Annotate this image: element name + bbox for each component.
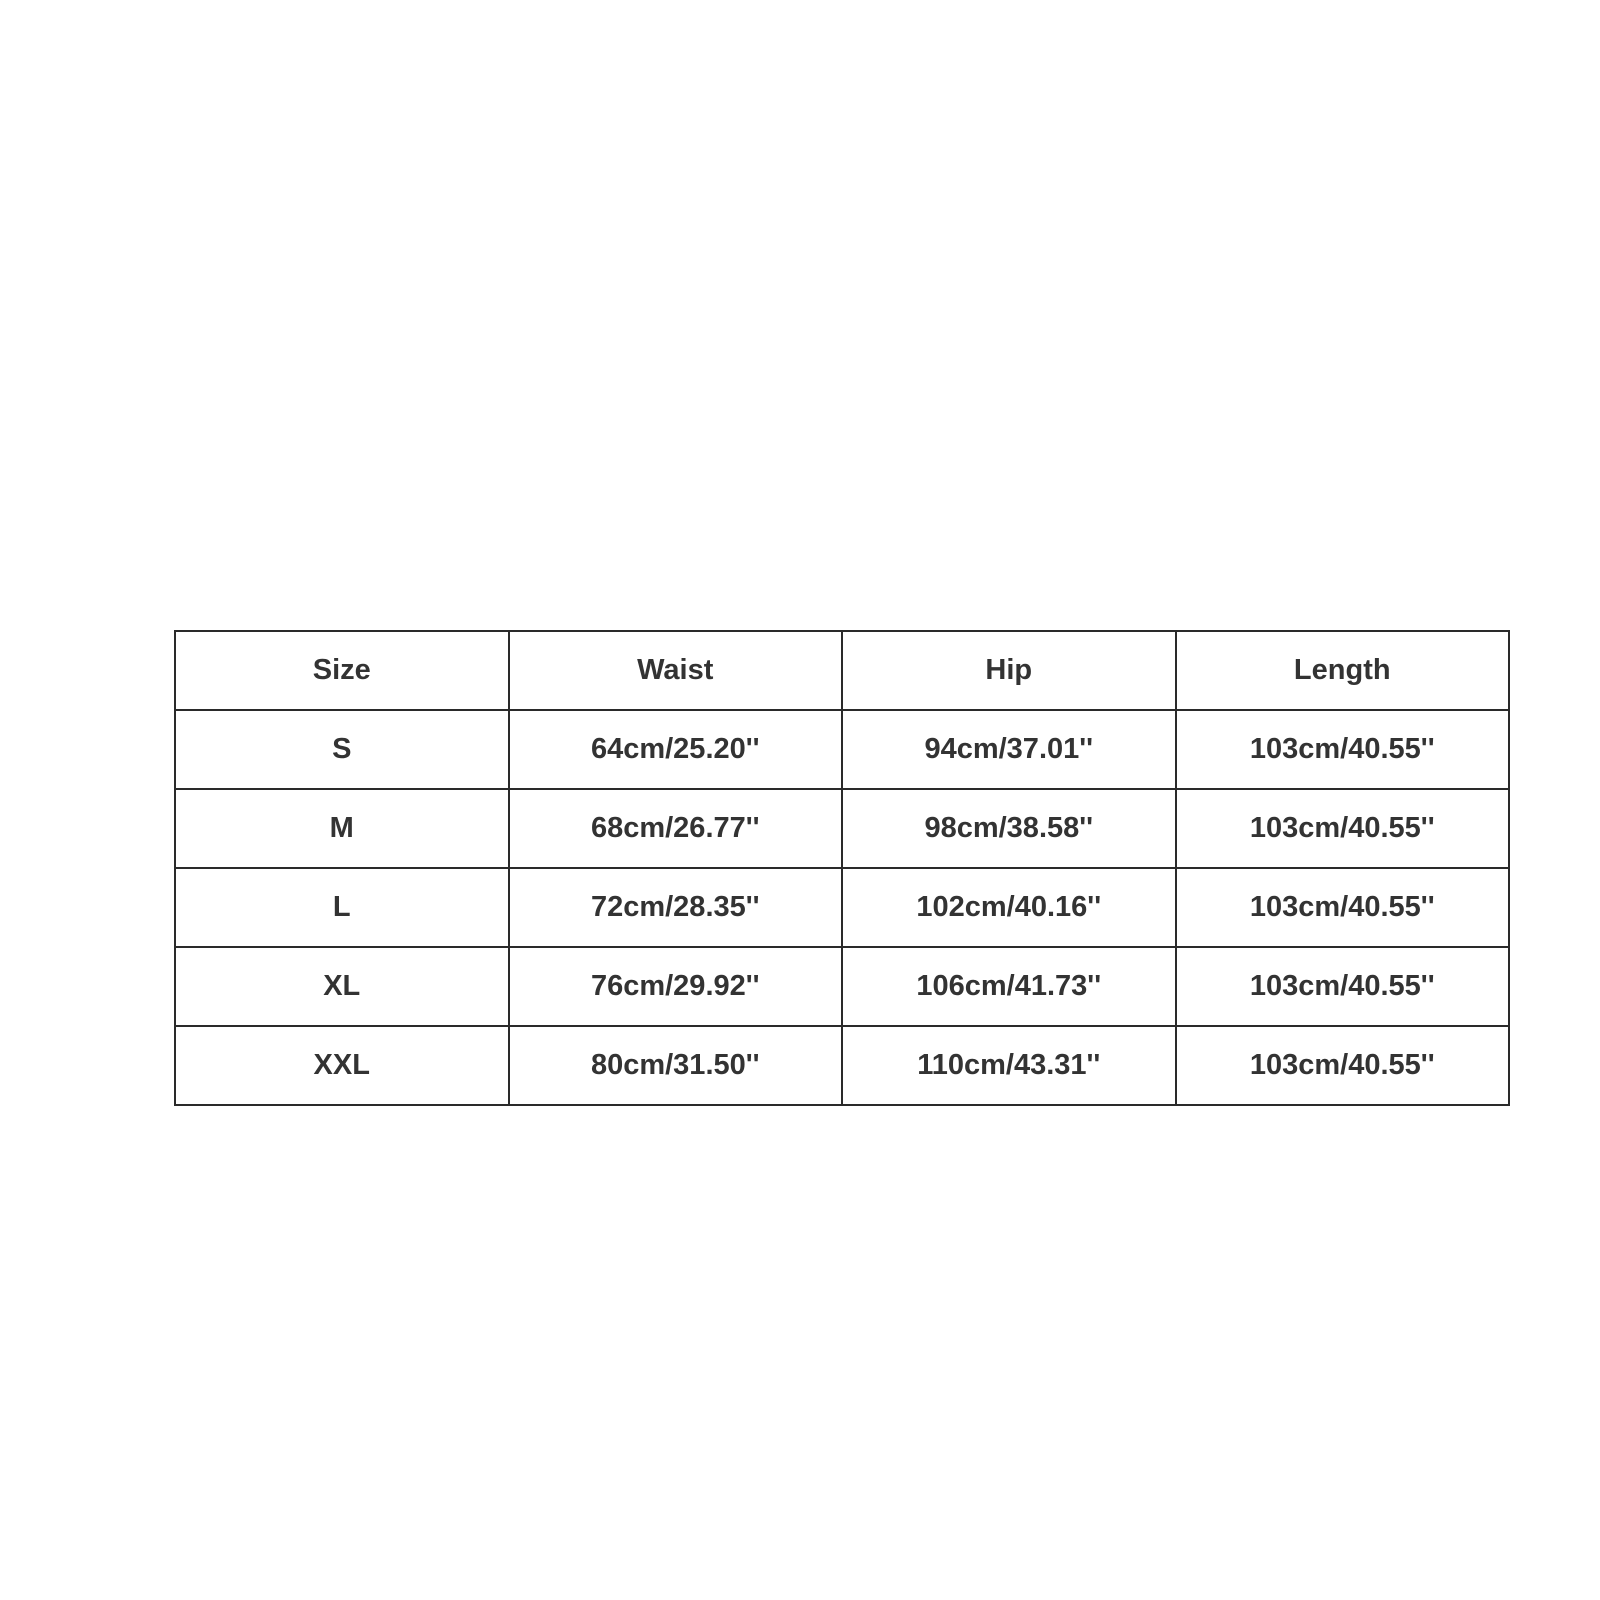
table-header-row: [175, 631, 1509, 710]
waist-cell: 76cm/29.92'': [509, 947, 843, 1026]
size-cell: S: [175, 710, 509, 789]
length-cell: 103cm/40.55'': [1176, 947, 1510, 1026]
size-chart-table: [174, 630, 1510, 1106]
table-row: [175, 947, 1509, 1026]
size-cell: L: [175, 868, 509, 947]
table-row: [175, 789, 1509, 868]
size-cell: XL: [175, 947, 509, 1026]
table-row: [175, 710, 1509, 789]
hip-cell: 98cm/38.58'': [842, 789, 1176, 868]
length-cell: 103cm/40.55'': [1176, 1026, 1510, 1105]
hip-cell: 106cm/41.73'': [842, 947, 1176, 1026]
table-row: [175, 1026, 1509, 1105]
waist-cell: 72cm/28.35'': [509, 868, 843, 947]
size-cell: XXL: [175, 1026, 509, 1105]
waist-cell: 64cm/25.20'': [509, 710, 843, 789]
size-cell: M: [175, 789, 509, 868]
hip-cell: 102cm/40.16'': [842, 868, 1176, 947]
header-hip: Hip: [842, 631, 1176, 710]
header-waist: Waist: [509, 631, 843, 710]
length-cell: 103cm/40.55'': [1176, 868, 1510, 947]
waist-cell: 68cm/26.77'': [509, 789, 843, 868]
hip-cell: 110cm/43.31'': [842, 1026, 1176, 1105]
waist-cell: 80cm/31.50'': [509, 1026, 843, 1105]
length-cell: 103cm/40.55'': [1176, 710, 1510, 789]
length-cell: 103cm/40.55'': [1176, 789, 1510, 868]
table-row: [175, 868, 1509, 947]
hip-cell: 94cm/37.01'': [842, 710, 1176, 789]
header-size: Size: [175, 631, 509, 710]
header-length: Length: [1176, 631, 1510, 710]
